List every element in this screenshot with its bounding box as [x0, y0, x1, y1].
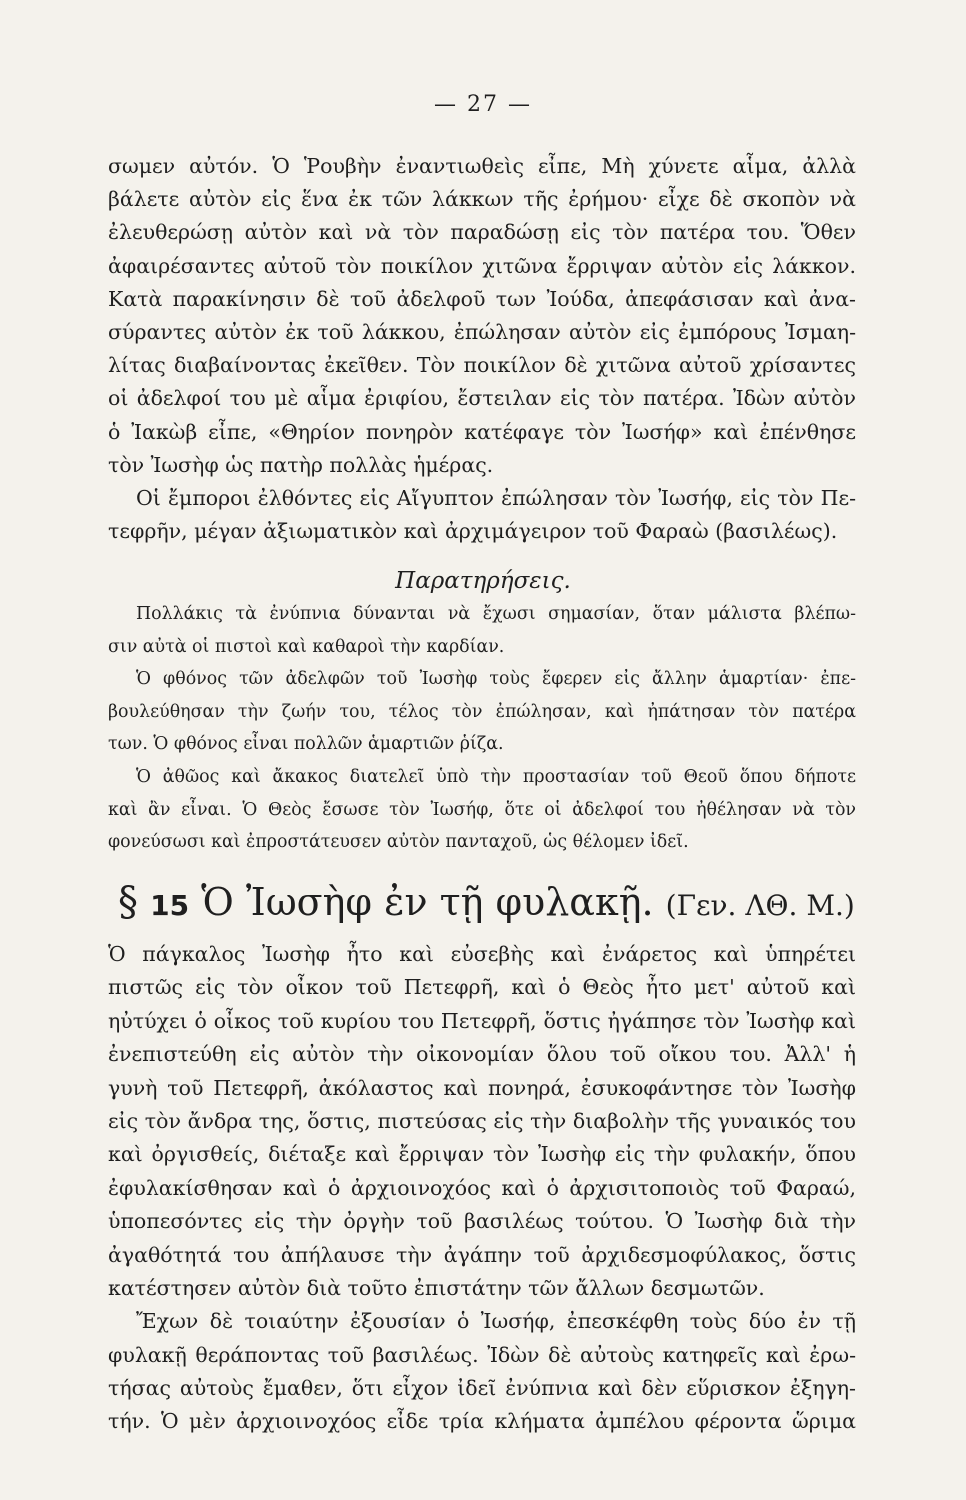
text-line: ὁ Ἰακὼβ εἶπε, «Θηρίον πονηρὸν κατέφαγε τὸν Ἰωσήφ» καὶ ἐπένθησε	[108, 419, 856, 444]
text-line: πιστῶς εἰς τὸν οἶκον τοῦ Πετεφρῆ, καὶ ὁ Θεὸς ἦτο μετ' αὐτοῦ καὶ	[108, 975, 856, 1000]
observations-text	[108, 598, 856, 859]
text-line: Ὁ ἀθῶος καὶ ἄκακος διατελεῖ ὑπὸ τὴν προστασίαν τοῦ Θεοῦ ὅπου δήποτε	[136, 766, 856, 787]
text-line: καὶ ὀργισθείς, διέταξε καὶ ἔρριψαν τὸν Ἰωσὴφ εἰς τὴν φυλακήν, ὅπου	[108, 1142, 856, 1167]
text-line: σιν αὐτὰ οἱ πιστοὶ καὶ καθαροὶ τὴν καρδίαν.	[108, 636, 505, 657]
text-line: ἀφαιρέσαντες αὐτοῦ τὸν ποικίλον χιτῶνα ἔρριψαν αὐτὸν εἰς λάκκον.	[108, 253, 856, 278]
text-line: βουλεύθησαν τὴν ζωήν του, τέλος τὸν ἐπώλησαν, καὶ ἠπάτησαν τὸν πατέρα	[108, 701, 856, 722]
text-line: οἱ ἀδελφοί του μὲ αἷμα ἐριφίου, ἔστειλαν εἰς τὸν πατέρα. Ἰδὼν αὐτὸν	[108, 386, 856, 411]
section-title: Ὁ Ἰωσὴφ ἐν τῇ φυλακῇ.	[201, 880, 654, 924]
text-line: τὸν Ἰωσὴφ ὡς πατὴρ πολλὰς ἡμέρας.	[108, 452, 494, 477]
section-heading	[118, 872, 858, 932]
text-line: ἐνεπιστεύθη εἰς αὐτὸν τὴν οἰκονομίαν ὅλου τοῦ οἴκου του. Ἀλλ' ἡ	[108, 1042, 856, 1067]
text-line: ηὐτύχει ὁ οἶκος τοῦ κυρίου του Πετεφρῆ, ὅστις ἠγάπησε τὸν Ἰωσὴφ καὶ	[108, 1008, 856, 1033]
text-line: τήσας αὐτοὺς ἔμαθεν, ὅτι εἶχον ἰδεῖ ἐνύπνια καὶ δὲν εὕρισκον ἐξηγη-	[108, 1376, 856, 1401]
page-number: — 27 —	[434, 92, 532, 117]
text-line: σωμεν αὐτόν. Ὁ Ῥουβὴν ἐναντιωθεὶς εἶπε, Μὴ χύνετε αἷμα, ἀλλὰ	[108, 154, 856, 178]
text-line: καὶ ἂν εἶναι. Ὁ Θεὸς ἔσωσε τὸν Ἰωσήφ, ὅτε οἱ ἀδελφοί του ἠθέλησαν νὰ τὸν	[108, 799, 856, 820]
text-line: ὑποπεσόντες εἰς τὴν ὀργὴν τοῦ βασιλέως τούτου. Ὁ Ἰωσὴφ διὰ τὴν	[108, 1209, 856, 1234]
text-line: ἀγαθότητά του ἀπήλαυσε τὴν ἀγάπην τοῦ ἀρχιδεσμοφύλακος, ὅστις	[108, 1242, 856, 1267]
text-line: κατέστησεν αὐτὸν διὰ τοῦτο ἐπιστάτην τῶν ἄλλων δεσμωτῶν.	[108, 1275, 765, 1300]
observations-heading: Παρατηρήσεις.	[395, 568, 571, 594]
text-line: Ἔχων δὲ τοιαύτην ἐξουσίαν ὁ Ἰωσήφ, ἐπεσκέφθη τοὺς δύο ἐν τῇ	[136, 1309, 856, 1334]
text-line: Κατὰ παρακίνησιν δὲ τοῦ ἀδελφοῦ των Ἰούδα, ἀπεφάσισαν καὶ ἀνα-	[108, 286, 856, 311]
text-line: φονεύσωσι καὶ ἐπροστάτευσεν αὐτὸν πανταχοῦ, ὡς θέλομεν ἰδεῖ.	[108, 832, 689, 853]
text-line: Ὁ πάγκαλος Ἰωσὴφ ἦτο καὶ εὐσεβὴς καὶ ἐνάρετος καὶ ὑπηρέτει	[108, 942, 856, 966]
section-sign: §	[118, 879, 138, 925]
text-line: σύραντες αὐτὸν ἐκ τοῦ λάκκου, ἐπώλησαν αὐτὸν εἰς ἐμπόρους Ἰσμαη-	[108, 319, 856, 344]
text-line: λίτας διαβαίνοντας ἐκεῖθεν. Τὸν ποικίλον δὲ χιτῶνα αὐτοῦ χρίσαντες	[108, 353, 856, 378]
text-line: βάλετε αὐτὸν εἰς ἕνα ἐκ τῶν λάκκων τῆς ἐρήμου· εἶχε δὲ σκοπὸν νὰ	[108, 187, 856, 212]
narrative-text	[108, 150, 856, 548]
text-line: ἐφυλακίσθησαν καὶ ὁ ἀρχιοινοχόος καὶ ὁ ἀρχισιτοποιὸς τοῦ Φαραώ,	[108, 1175, 856, 1200]
text-line: γυνὴ τοῦ Πετεφρῆ, ἀκόλαστος καὶ πονηρά, ἐσυκοφάντησε τὸν Ἰωσὴφ	[108, 1075, 856, 1100]
section-number: 15	[150, 889, 190, 922]
text-line: Οἱ ἔμποροι ἐλθόντες εἰς Αἴγυπτον ἐπώλησαν τὸν Ἰωσήφ, εἰς τὸν Πε-	[136, 485, 856, 510]
text-line: τήν. Ὁ μὲν ἀρχιοινοχόος εἶδε τρία κλήματα ἀμπέλου φέροντα ὥριμα	[108, 1409, 856, 1434]
text-line: των. Ὁ φθόνος εἶναι πολλῶν ἁμαρτιῶν ῥίζα.	[108, 734, 504, 755]
section-text	[108, 938, 856, 1439]
text-line: φυλακῇ θεράποντας τοῦ βασιλέως. Ἰδὼν δὲ αὐτοὺς κατηφεῖς καὶ ἐρω-	[108, 1342, 856, 1367]
text-line: Πολλάκις τὰ ἐνύπνια δύνανται νὰ ἔχωσι σημασίαν, ὅταν μάλιστα βλέπω-	[136, 604, 856, 624]
text-line: τεφρῆν, μέγαν ἀξιωματικὸν καὶ ἀρχιμάγειρον τοῦ Φαραὼ (βασιλέως).	[108, 519, 838, 544]
text-line: ἐλευθερώσῃ αὐτὸν καὶ νὰ τὸν παραδώσῃ εἰς τὸν πατέρα του. Ὅθεν	[108, 220, 856, 245]
section-reference: (Γεν. ΛΘ. Μ.)	[665, 889, 855, 922]
text-line: Ὁ φθόνος τῶν ἀδελφῶν τοῦ Ἰωσὴφ τοὺς ἔφερεν εἰς ἄλλην ἁμαρτίαν· ἐπε-	[136, 669, 856, 690]
text-line: εἰς τὸν ἄνδρα της, ὅστις, πιστεύσας εἰς τὴν διαβολὴν τῆς γυναικός του	[108, 1108, 856, 1133]
